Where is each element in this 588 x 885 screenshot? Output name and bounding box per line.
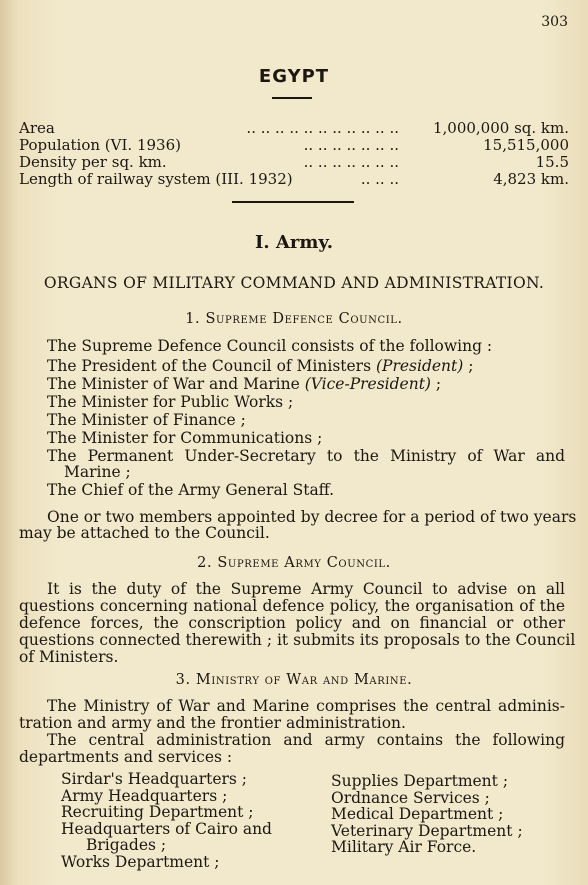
section-rule xyxy=(232,201,354,203)
department-item: Medical Department ; xyxy=(331,805,504,823)
stat-value: 4,823 km. xyxy=(493,170,569,188)
stat-leader-dots: .. .. .. .. .. .. .. xyxy=(303,154,399,171)
department-item-continued: Brigades ; xyxy=(86,836,167,854)
section-2-text: defence forces, the conscription policy and on financial or other xyxy=(19,614,565,632)
stat-leader-dots: .. .. .. .. .. .. .. xyxy=(303,137,399,154)
stat-row-density xyxy=(19,154,569,171)
council-member-continued: Marine ; xyxy=(64,463,131,481)
department-item: Veterinary Department ; xyxy=(331,821,523,840)
stat-label: Length of railway system (III. 1932) xyxy=(19,170,293,188)
section-2-text: questions concerning national defence policy, the organisation of the xyxy=(19,597,565,615)
page-title: EGYPT xyxy=(258,66,330,87)
council-member: The President of the Council of Ministers (President) ; xyxy=(47,357,474,375)
council-member: The Permanent Under-Secretary to the Ministry of War and xyxy=(47,447,565,465)
section-2-heading: 2. Supreme Army Council. xyxy=(197,555,391,571)
stat-leader-dots: .. .. .. xyxy=(360,171,399,188)
title-rule xyxy=(272,97,312,99)
section-3-text: The Ministry of War and Marine comprises the central adminis- xyxy=(47,697,565,715)
stat-row-railway xyxy=(19,171,569,188)
council-member: The Minister for Public Works ; xyxy=(47,393,294,411)
section-2-text: questions connected therewith ; it submits its proposals to the Council xyxy=(19,631,576,649)
stat-row-population xyxy=(19,137,569,154)
section-1-heading: 1. Supreme Defence Council. xyxy=(185,311,403,327)
stat-row-area xyxy=(19,120,569,137)
stat-label: Area xyxy=(19,119,55,137)
department-item: Ordnance Services ; xyxy=(331,788,490,807)
department-item: Sirdar's Headquarters ; xyxy=(61,770,248,788)
section-2-text: It is the duty of the Supreme Army Council to advise on all xyxy=(47,580,565,598)
section-1-note: One or two members appointed by decree for a period of two years xyxy=(47,508,577,526)
section-3-text: departments and services : xyxy=(19,748,233,766)
department-item: Military Air Force. xyxy=(331,838,477,856)
stat-leader-dots: .. .. .. .. .. .. .. .. .. .. .. xyxy=(246,120,399,137)
departments-left-column xyxy=(61,771,272,870)
department-item: Headquarters of Cairo and xyxy=(61,819,272,838)
section-3-text: The central administration and army contains the following xyxy=(47,731,565,749)
council-member: The Minister of Finance ; xyxy=(47,411,246,429)
organs-heading: ORGANS OF MILITARY COMMAND AND ADMINISTRATION. xyxy=(43,274,545,292)
stat-label: Population (VI. 1936) xyxy=(19,136,181,154)
stat-value: 15.5 xyxy=(535,153,569,171)
section-3-heading: 3. Ministry of War and Marine. xyxy=(175,672,413,688)
council-member: The Minister of War and Marine (Vice-President) ; xyxy=(47,375,442,393)
department-item: Recruiting Department ; xyxy=(61,803,254,821)
page-number: 303 xyxy=(541,14,568,30)
section-1-note-continued: may be attached to the Council. xyxy=(19,524,270,542)
departments-right-column xyxy=(331,773,523,856)
statistics-table xyxy=(19,120,569,188)
department-item: Supplies Department ; xyxy=(331,772,509,790)
council-member: The Chief of the Army General Staff. xyxy=(47,481,335,499)
stat-value: 15,515,000 xyxy=(483,136,569,154)
army-heading: I. Army. xyxy=(254,232,334,253)
section-3-text: tration and army and the frontier administration. xyxy=(19,714,406,732)
stat-value: 1,000,000 sq. km. xyxy=(432,119,569,137)
department-item: Army Headquarters ; xyxy=(61,786,228,805)
council-member: The Minister for Communications ; xyxy=(47,429,323,447)
department-item: Works Department ; xyxy=(61,852,220,871)
stat-label: Density per sq. km. xyxy=(19,153,167,171)
section-1-intro: The Supreme Defence Council consists of the following : xyxy=(47,337,493,355)
section-2-text: of Ministers. xyxy=(19,648,119,666)
